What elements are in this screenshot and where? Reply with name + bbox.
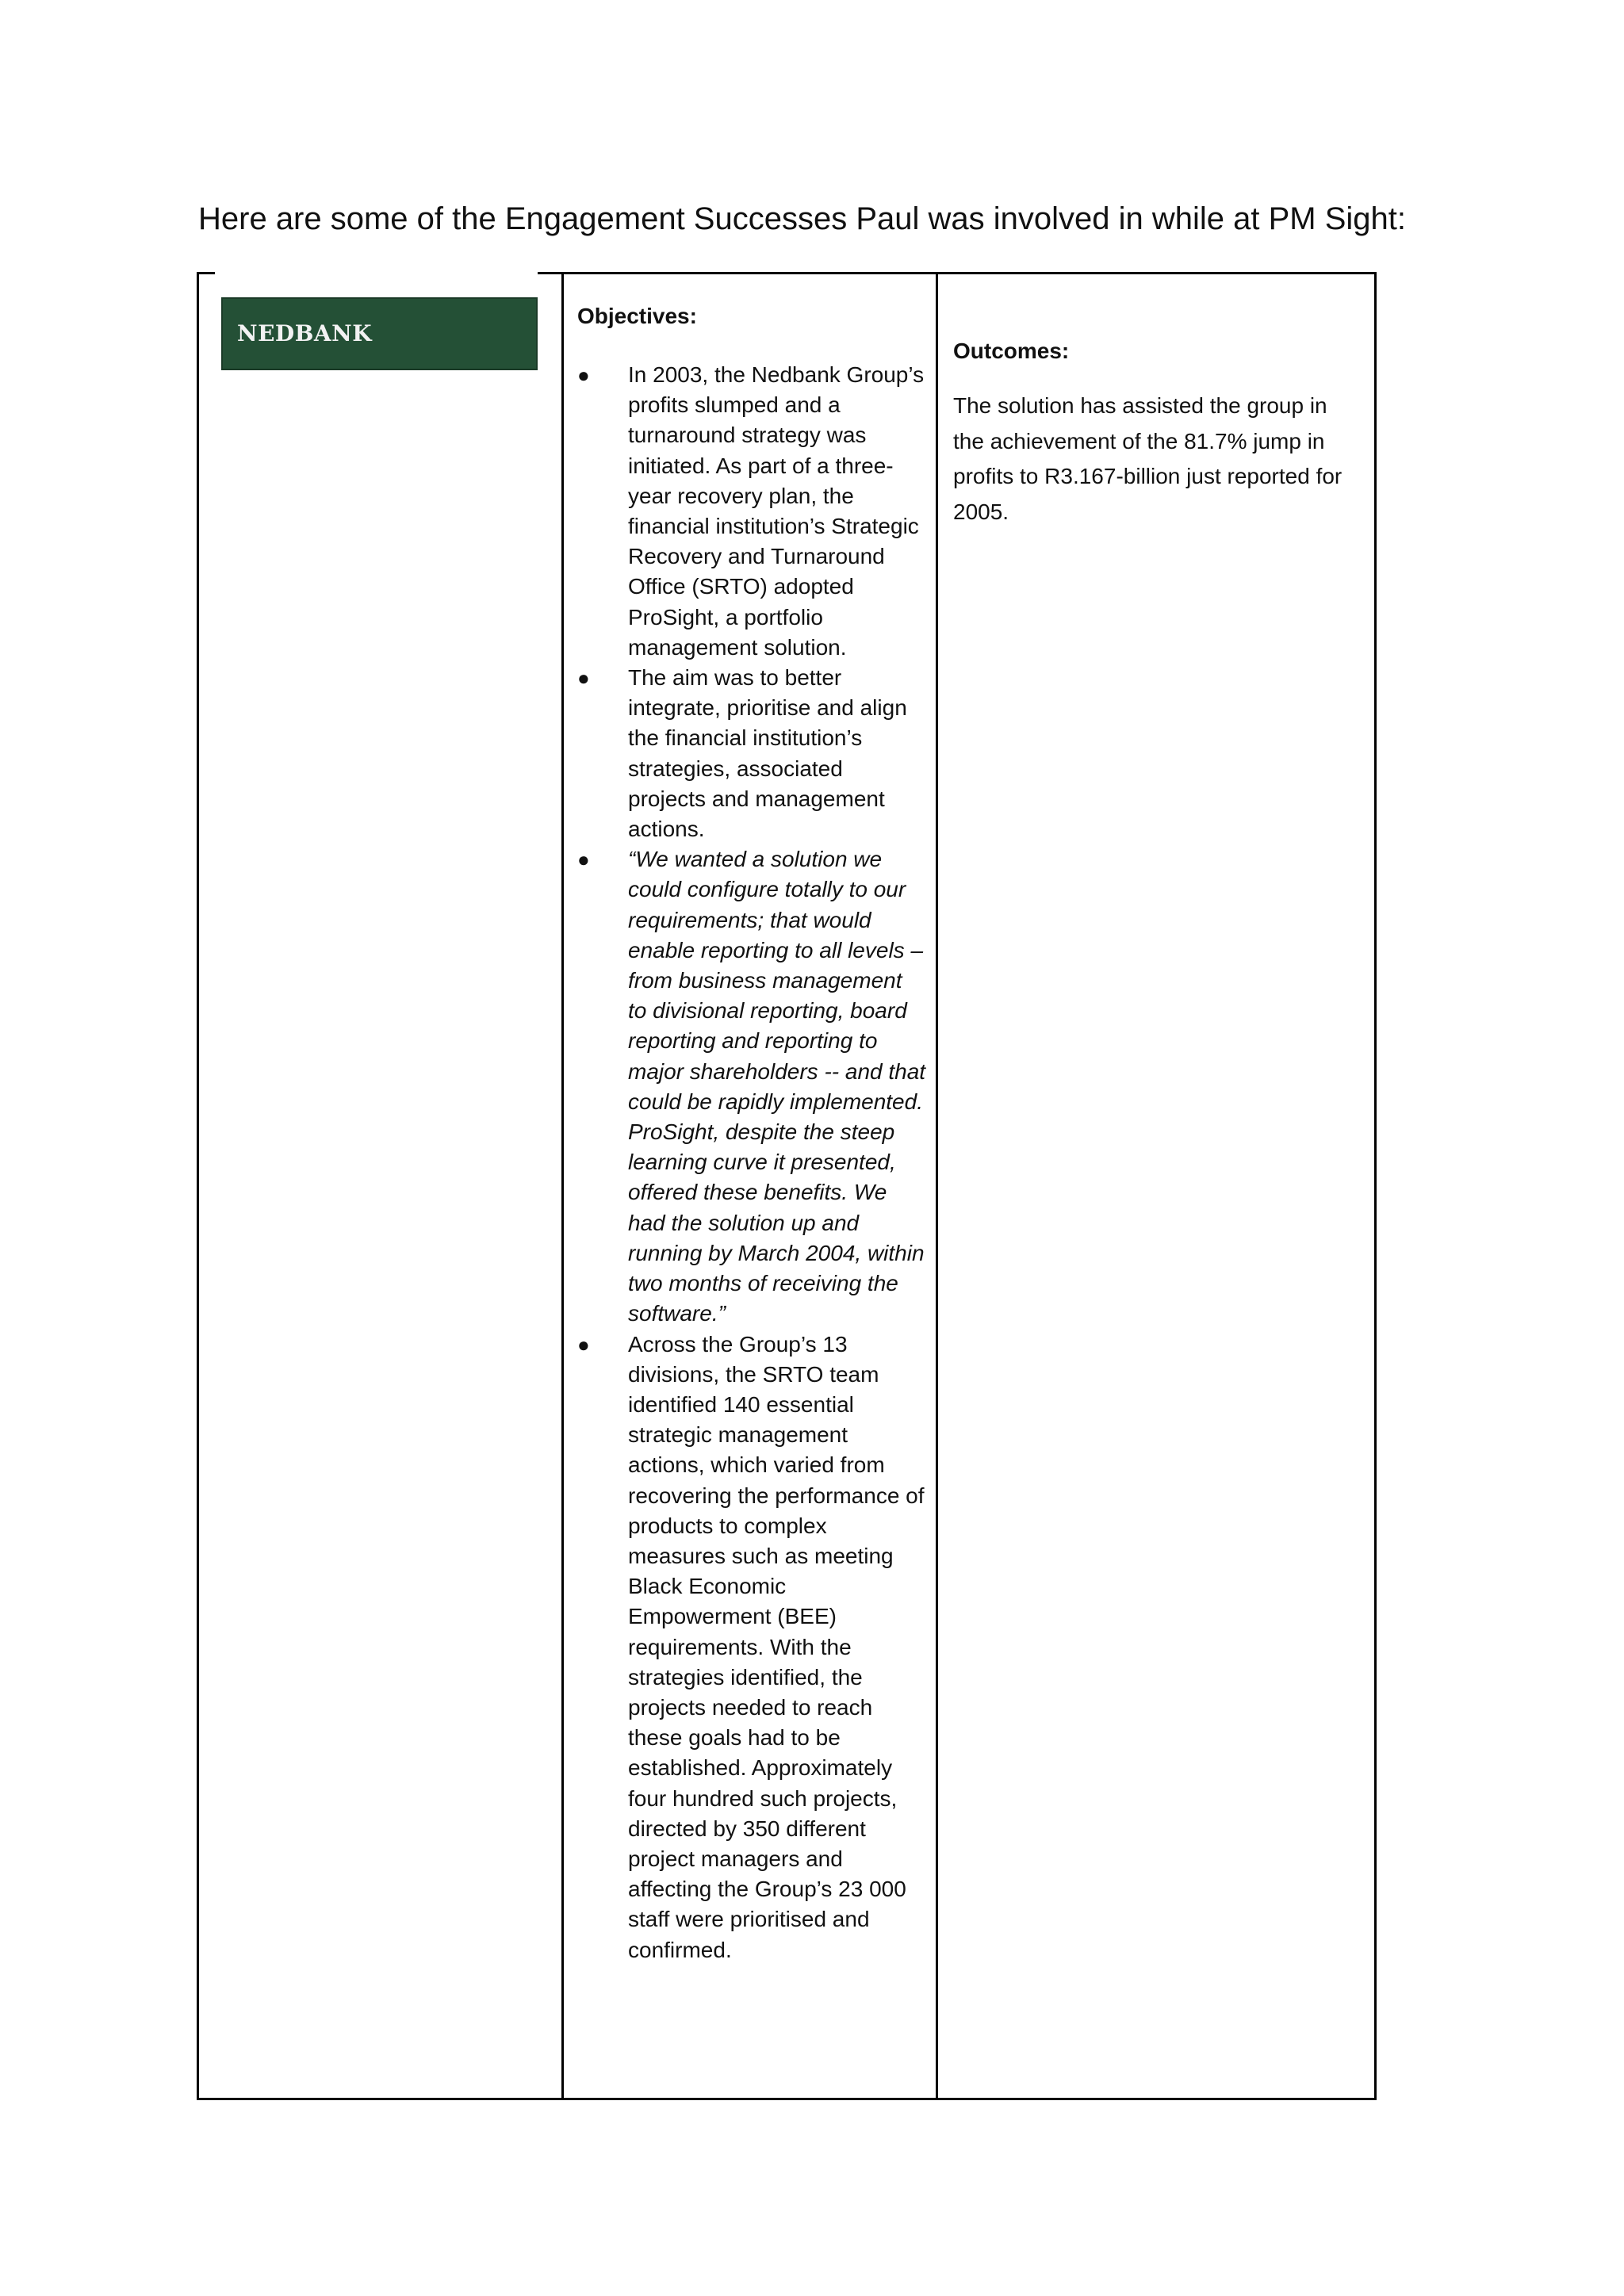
bullet-icon: ● — [577, 1332, 590, 1357]
objective-text: The aim was to better integrate, prioritise and align the financial institution’s strategies, associated projects and management actions. — [628, 665, 907, 842]
list-item — [577, 1330, 926, 1965]
column-divider-1 — [561, 272, 564, 2100]
objectives-list — [577, 360, 926, 1965]
objective-quote: “We wanted a solution we could configure totally to our requirements; that would enable reporting to all levels – from business management to divisional reporting, board reporting and reporting to major shareholders -- and that could be rapidly implemented. ProSight, despite the steep learning curve it presented, offered these benefits. We had the solution up and running by March 2004, within two months of receiving the software.” — [628, 847, 926, 1326]
outcomes-cell — [953, 336, 1350, 530]
objectives-cell — [577, 301, 926, 1965]
objective-text: In 2003, the Nedbank Group’s profits slumped and a turnaround strategy was initiated. As part of a three-year recovery plan, the financial institution’s Strategic Recovery and Turnaround Office (SRTO) adopted ProSight, a portfolio management solution. — [628, 362, 925, 660]
table-top-border — [538, 272, 1377, 274]
outcomes-text: The solution has assisted the group in the achievement of the 81.7% jump in profits to R3.167-billion just reported for 2005. — [953, 393, 1342, 524]
objectives-title: Objectives: — [577, 304, 697, 328]
table-right-border — [1374, 272, 1377, 2100]
table-bottom-border — [197, 2098, 1377, 2100]
bullet-icon: ● — [577, 666, 590, 691]
nedbank-logo-text: NEDBANK — [237, 320, 373, 346]
list-item — [577, 360, 926, 663]
table-top-border-left-stub — [197, 272, 215, 274]
nedbank-logo — [221, 297, 538, 370]
list-item — [577, 663, 926, 844]
table-left-border — [197, 272, 199, 2100]
list-item — [577, 844, 926, 1329]
outcomes-title: Outcomes: — [953, 339, 1070, 363]
page-heading: Here are some of the Engagement Successes Paul was involved in while at PM Sight: — [198, 201, 1407, 236]
bullet-icon: ● — [577, 848, 590, 872]
column-divider-2 — [936, 272, 938, 2100]
objective-text: Across the Group’s 13 divisions, the SRTO team identified 140 essential strategic management actions, which varied from recovering the performance of products to complex measures such as meeting Black Economic Empowerment (BEE) requirements. With the strategies identified, the projects needed to reach these goals had to be established. Approximately four hundred such projects, directed by 350 different project managers and affecting the Group’s 23 000 staff were prioritised and confirmed. — [628, 1331, 925, 1962]
bullet-icon: ● — [577, 363, 590, 387]
